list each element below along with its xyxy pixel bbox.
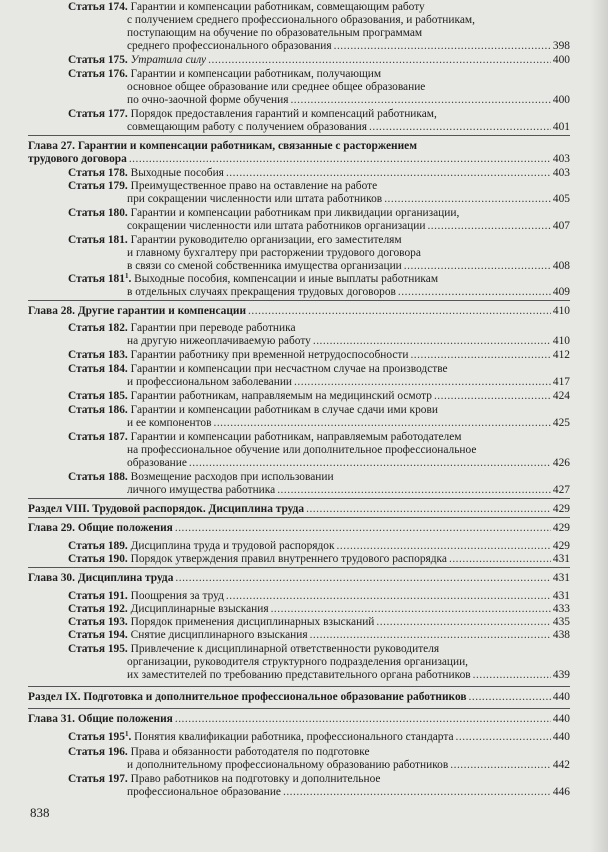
article-number: Статья 185. bbox=[68, 390, 128, 402]
section-divider bbox=[28, 135, 570, 136]
toc-entry-text bbox=[68, 616, 374, 629]
article-number: Статья $181^1$. bbox=[68, 272, 132, 285]
toc-page-ref: 407 bbox=[552, 220, 570, 232]
toc-page-ref: 405 bbox=[552, 193, 570, 205]
toc-entry-text bbox=[68, 746, 370, 758]
toc-entry-text bbox=[68, 363, 448, 375]
entry-title: основное общее образование или среднее общее образование bbox=[127, 81, 426, 93]
toc-continuation-line bbox=[127, 786, 570, 799]
article-number: Статья $195^1$. bbox=[68, 730, 132, 743]
toc-continuation-line bbox=[127, 759, 570, 772]
toc-page-ref: 442 bbox=[552, 759, 570, 771]
entry-title: Гарантии и компенсации работникам при ликвидации организации, bbox=[130, 207, 460, 219]
toc-article-line bbox=[68, 746, 370, 759]
heading-title: Глава 29. Общие положения bbox=[28, 522, 173, 534]
toc-article-line bbox=[68, 68, 381, 81]
toc-page-ref: 427 bbox=[552, 484, 570, 496]
toc-entry-text bbox=[28, 140, 417, 152]
toc-entry-text bbox=[68, 471, 334, 483]
toc-page-ref: 408 bbox=[552, 260, 570, 272]
dot-leader bbox=[313, 335, 551, 348]
toc-page-ref: 403 bbox=[552, 167, 570, 179]
toc-page-ref: 426 bbox=[552, 457, 570, 469]
toc-entry-text bbox=[68, 1, 425, 13]
toc-entry-text bbox=[28, 713, 173, 726]
entry-title: Дисциплинарные взыскания bbox=[130, 603, 269, 615]
toc-continuation-line bbox=[127, 220, 570, 233]
article-number: Статья 190. bbox=[68, 553, 128, 565]
toc-article-line bbox=[68, 553, 570, 566]
article-number: Статья 181. bbox=[68, 234, 128, 246]
toc-page-ref: 446 bbox=[552, 786, 570, 798]
toc-heading-line bbox=[28, 522, 570, 535]
toc-entry-text bbox=[28, 572, 173, 585]
dot-leader bbox=[334, 40, 551, 53]
entry-title: Привлечение к дисциплинарной ответственности руководителя bbox=[130, 643, 440, 655]
dot-leader bbox=[384, 193, 551, 206]
toc-page-ref: 440 bbox=[552, 731, 570, 743]
dot-leader bbox=[213, 417, 550, 430]
dot-leader bbox=[248, 305, 551, 318]
dot-leader bbox=[398, 286, 551, 299]
entry-title: Гарантии и компенсации при несчастном случае на производстве bbox=[130, 363, 448, 375]
entry-title: Снятие дисциплинарного взыскания bbox=[130, 629, 308, 641]
toc-page-ref: 431 bbox=[552, 590, 570, 602]
dot-leader bbox=[369, 121, 551, 134]
entry-title: и профессиональном заболевании bbox=[127, 376, 293, 388]
toc-entry-text bbox=[127, 193, 382, 206]
entry-title: Выходные пособия, компенсации и иные выплаты работникам bbox=[134, 273, 439, 285]
article-number: Статья 193. bbox=[68, 616, 128, 628]
entry-title: Гарантии и компенсации работникам, совмещающим работу bbox=[130, 1, 425, 13]
article-number: Статья 179. bbox=[68, 180, 128, 192]
toc-entry-text bbox=[68, 234, 402, 246]
toc-page-ref: 403 bbox=[552, 153, 570, 165]
entry-title: личного имущества работника bbox=[127, 484, 276, 496]
entry-title: и дополнительному профессиональному образованию работников bbox=[127, 759, 449, 771]
toc-page-ref: 400 bbox=[552, 54, 570, 66]
toc-continuation-line bbox=[127, 27, 422, 40]
dot-leader bbox=[337, 540, 551, 553]
toc-entry-text bbox=[28, 153, 127, 166]
heading-title: Раздел VIII. Трудовой распорядок. Дисциплина труда bbox=[28, 503, 305, 515]
toc-heading-line bbox=[28, 572, 570, 585]
article-number: Статья 192. bbox=[68, 603, 128, 615]
entry-title: на профессиональное обучение или дополнительное профессиональное bbox=[127, 444, 477, 456]
heading-title: Глава 28. Другие гарантии и компенсации bbox=[28, 305, 247, 317]
toc-heading-line bbox=[28, 713, 570, 726]
toc-page-ref: 401 bbox=[552, 121, 570, 133]
dot-leader bbox=[129, 153, 551, 166]
dot-leader bbox=[277, 484, 551, 497]
toc-entry-text bbox=[68, 731, 454, 744]
toc-entry-text bbox=[68, 629, 308, 642]
dot-leader bbox=[456, 731, 551, 744]
article-number: Статья 177. bbox=[68, 108, 128, 120]
toc-entry-text bbox=[127, 40, 332, 53]
toc-continuation-line bbox=[127, 656, 468, 669]
toc-article-line bbox=[68, 322, 296, 335]
entry-title: Порядок предоставления гарантий и компенсаций работникам, bbox=[130, 108, 437, 120]
entry-title: их заместителей по требованию представительного органа работников bbox=[127, 669, 471, 681]
entry-title: Поощрения за труд bbox=[130, 590, 224, 602]
toc-page-ref: 429 bbox=[552, 522, 570, 534]
toc-entry-text bbox=[68, 349, 408, 362]
toc-entry-text bbox=[127, 786, 281, 799]
section-divider bbox=[28, 708, 570, 709]
toc-page-ref: 429 bbox=[552, 503, 570, 515]
entry-title: Порядок применения дисциплинарных взысканий bbox=[130, 616, 375, 628]
toc-continuation-line bbox=[127, 669, 570, 682]
toc-entry-text bbox=[127, 220, 425, 233]
dot-leader bbox=[294, 376, 551, 389]
section-divider bbox=[28, 498, 570, 499]
toc-entry-text bbox=[127, 669, 471, 682]
article-number: Статья 195. bbox=[68, 643, 128, 655]
entry-title: среднего профессионального образования bbox=[127, 40, 332, 52]
toc-article-line bbox=[68, 108, 437, 121]
toc-article-line bbox=[68, 404, 438, 417]
toc-article-line bbox=[68, 234, 402, 247]
toc-entry-text bbox=[28, 305, 246, 318]
entry-title: на другую нижеоплачиваемую работу bbox=[127, 335, 311, 347]
toc-article-line bbox=[68, 273, 438, 286]
dot-leader bbox=[310, 629, 551, 642]
toc-page-ref: 425 bbox=[552, 417, 570, 429]
entry-title: образование bbox=[127, 457, 187, 469]
toc-entry-text bbox=[127, 121, 367, 134]
entry-title: с получением среднего профессионального образования, и работникам, bbox=[127, 14, 475, 26]
page-number: 838 bbox=[30, 805, 50, 820]
article-number-superscript: 1 bbox=[124, 730, 129, 738]
toc-entry-text bbox=[127, 376, 292, 389]
page-edge-shadow bbox=[590, 0, 608, 852]
toc-entry-text bbox=[127, 335, 311, 348]
entry-title: Гарантии и компенсации работникам, получающим bbox=[130, 68, 382, 80]
dot-leader bbox=[469, 691, 551, 704]
dot-leader bbox=[427, 220, 550, 233]
entry-title: Гарантии работнику при временной нетрудоспособности bbox=[130, 349, 409, 361]
dot-leader bbox=[226, 167, 551, 180]
entry-title: Гарантии руководителю организации, его заместителям bbox=[130, 234, 402, 246]
toc-page-ref: 433 bbox=[552, 603, 570, 615]
toc-continuation-line bbox=[127, 247, 421, 260]
toc-entry-text bbox=[68, 404, 438, 416]
dot-leader bbox=[404, 260, 551, 273]
toc-page-ref: 431 bbox=[552, 572, 570, 584]
toc-entry-text bbox=[28, 522, 173, 535]
article-number: Статья 189. bbox=[68, 540, 128, 552]
article-number: Статья 178. bbox=[68, 167, 128, 179]
dot-leader bbox=[175, 572, 551, 585]
entry-title: Выходные пособия bbox=[130, 167, 224, 179]
toc-entry-text bbox=[127, 444, 476, 456]
dot-leader bbox=[473, 669, 551, 682]
dot-leader bbox=[306, 503, 551, 516]
toc-page-ref: 424 bbox=[552, 390, 570, 402]
toc-page-ref: 439 bbox=[552, 669, 570, 681]
toc-continuation-line bbox=[127, 417, 570, 430]
toc-continuation-line bbox=[127, 94, 570, 107]
entry-title: Гарантии при переводе работника bbox=[130, 322, 296, 334]
toc-heading-line bbox=[28, 503, 570, 516]
toc-page-ref: 400 bbox=[552, 94, 570, 106]
toc-page-ref: 417 bbox=[552, 376, 570, 388]
entry-title: и ее компонентов bbox=[127, 417, 212, 429]
toc-page-ref: 429 bbox=[552, 540, 570, 552]
toc-entry-text bbox=[127, 27, 422, 39]
article-number: Статья 184. bbox=[68, 363, 128, 375]
toc-entry-text bbox=[68, 603, 269, 616]
article-number: Статья 175. bbox=[68, 54, 128, 66]
entry-title: Утратила силу bbox=[130, 54, 207, 66]
entry-title: Гарантии работникам, направляемым на медицинский осмотр bbox=[130, 390, 432, 402]
section-divider bbox=[28, 567, 570, 568]
article-number: Статья 188. bbox=[68, 471, 128, 483]
section-divider bbox=[28, 517, 570, 518]
toc-entry-text bbox=[68, 643, 439, 655]
heading-title: Глава 30. Дисциплина труда bbox=[28, 572, 174, 584]
dot-leader bbox=[450, 759, 551, 772]
entry-title: профессиональное образование bbox=[127, 786, 281, 798]
toc-continuation-line bbox=[127, 444, 476, 457]
toc-article-line bbox=[68, 431, 461, 444]
toc-entry-text bbox=[127, 759, 448, 772]
article-number: Статья 191. bbox=[68, 590, 128, 602]
entry-title: и главному бухгалтеру при расторжении трудового договора bbox=[127, 247, 421, 259]
entry-title: по очно-заочной форме обучения bbox=[127, 94, 289, 106]
toc-entry-text bbox=[68, 390, 432, 403]
toc-entry-text bbox=[127, 14, 475, 26]
section-divider bbox=[28, 686, 570, 687]
toc-article-line bbox=[68, 773, 380, 786]
entry-title: Гарантии и компенсации работникам в случае сдачи ими крови bbox=[130, 404, 438, 416]
toc-article-line bbox=[68, 390, 570, 403]
toc-article-line bbox=[68, 629, 570, 642]
heading-title: Глава 31. Общие положения bbox=[28, 713, 173, 725]
toc-article-line bbox=[68, 54, 570, 67]
toc-entry-text bbox=[127, 656, 468, 668]
toc-page-ref: 438 bbox=[552, 629, 570, 641]
entry-title: Порядок утверждения правил внутреннего трудового распорядка bbox=[130, 553, 447, 565]
toc-entry-text bbox=[127, 457, 187, 470]
toc-entry-text bbox=[68, 273, 438, 285]
toc-article-line bbox=[68, 180, 377, 193]
entry-title: совмещающим работу с получением образования bbox=[127, 121, 368, 133]
entry-title: Понятия квалификации работника, профессионального стандарта bbox=[134, 731, 454, 743]
dot-leader bbox=[226, 590, 551, 603]
toc-entry-text bbox=[127, 247, 421, 259]
toc-entry-text bbox=[127, 417, 211, 430]
entry-title: поступающим на обучение по образовательным программам bbox=[127, 27, 423, 39]
toc-continuation-line bbox=[127, 335, 570, 348]
entry-title: Возмещение расходов при использовании bbox=[130, 471, 334, 483]
toc-continuation-line bbox=[127, 193, 570, 206]
toc-article-line bbox=[68, 731, 570, 744]
toc-entry-text bbox=[68, 68, 381, 80]
toc-entry-text bbox=[127, 484, 275, 497]
dot-leader bbox=[271, 603, 551, 616]
toc-entry-text bbox=[28, 691, 467, 704]
toc-entry-text bbox=[127, 260, 402, 273]
toc-continuation-line bbox=[127, 484, 570, 497]
article-number: Статья 197. bbox=[68, 773, 128, 785]
dot-leader bbox=[434, 390, 551, 403]
toc-entry-text bbox=[127, 94, 288, 107]
article-number-superscript: 1 bbox=[124, 272, 129, 280]
toc-continuation-line bbox=[127, 14, 475, 27]
toc-entry-text bbox=[68, 180, 377, 192]
dot-leader bbox=[290, 94, 550, 107]
toc-page-ref: 410 bbox=[552, 335, 570, 347]
toc-heading-line bbox=[28, 305, 570, 318]
toc-entry-text bbox=[127, 286, 396, 299]
article-number: Статья 183. bbox=[68, 349, 128, 361]
toc-heading-line bbox=[28, 691, 570, 704]
article-number: Статья 182. bbox=[68, 322, 128, 334]
dot-leader bbox=[410, 349, 550, 362]
toc-page-ref: 431 bbox=[552, 553, 570, 565]
entry-title: при сокращении численности или штата работников bbox=[127, 193, 383, 205]
heading-title: Глава 27. Гарантии и компенсации работникам, связанные с расторжением bbox=[28, 140, 417, 152]
toc-continuation-line bbox=[127, 286, 570, 299]
toc-article-line bbox=[68, 363, 448, 376]
entry-title: Преимущественное право на оставление на работе bbox=[130, 180, 378, 192]
entry-title: в связи со сменой собственника имущества организации bbox=[127, 260, 402, 272]
article-number: Статья 180. bbox=[68, 207, 128, 219]
toc-page-ref: 440 bbox=[552, 713, 570, 725]
entry-title: Дисциплина труда и трудовой распорядок bbox=[130, 540, 335, 552]
toc-article-line bbox=[68, 207, 459, 220]
toc-entry-text bbox=[68, 540, 335, 553]
dot-leader bbox=[175, 522, 551, 535]
section-divider bbox=[28, 300, 570, 301]
toc-page-ref: 440 bbox=[552, 691, 570, 703]
toc-continuation-line bbox=[127, 40, 570, 53]
toc-article-line bbox=[68, 167, 570, 180]
toc-article-line bbox=[68, 643, 439, 656]
heading-title: трудового договора bbox=[28, 153, 127, 165]
toc-article-line bbox=[68, 1, 425, 14]
toc-entry-text bbox=[28, 503, 304, 516]
dot-leader bbox=[449, 553, 551, 566]
entry-title: Право работников на подготовку и дополнительное bbox=[130, 773, 381, 785]
article-number: Статья 196. bbox=[68, 746, 128, 758]
toc-page-ref: 410 bbox=[552, 305, 570, 317]
dot-leader bbox=[175, 713, 551, 726]
entry-title: Гарантии и компенсации работникам, направляемым работодателем bbox=[130, 431, 462, 443]
toc-page-ref: 398 bbox=[552, 40, 570, 52]
toc-entry-text bbox=[68, 322, 296, 334]
article-number: Статья 186. bbox=[68, 404, 128, 416]
toc-article-line bbox=[68, 540, 570, 553]
toc-entry-text bbox=[68, 431, 461, 443]
article-number: Статья 187. bbox=[68, 431, 128, 443]
toc-entry-text bbox=[68, 590, 224, 603]
toc-continuation-line bbox=[127, 457, 570, 470]
toc-continuation-line bbox=[127, 376, 570, 389]
article-number: Статья 176. bbox=[68, 68, 128, 80]
toc-article-line bbox=[68, 349, 570, 362]
toc-article-line bbox=[68, 471, 334, 484]
heading-title: Раздел IX. Подготовка и дополнительное профессиональное образование работников bbox=[28, 691, 467, 703]
entry-title: организации, руководителя структурного подразделения организации, bbox=[127, 656, 469, 668]
toc-article-line bbox=[68, 616, 570, 629]
toc-heading-line bbox=[28, 140, 417, 153]
article-number: Статья 174. bbox=[68, 1, 128, 13]
entry-title: Права и обязанности работодателя по подготовке bbox=[130, 746, 370, 758]
dot-leader bbox=[283, 786, 551, 799]
toc-entry-text bbox=[68, 54, 206, 67]
dot-leader bbox=[376, 616, 551, 629]
toc-page-ref: 412 bbox=[552, 349, 570, 361]
toc-entry-text bbox=[68, 108, 437, 120]
toc-entry-text bbox=[68, 553, 447, 566]
toc-article-line bbox=[68, 603, 570, 616]
toc-entry-text bbox=[127, 81, 425, 93]
dot-leader bbox=[189, 457, 551, 470]
entry-title: в отдельных случаях прекращения трудовых договоров bbox=[127, 286, 396, 298]
toc-page-ref: 409 bbox=[552, 286, 570, 298]
toc-continuation-line bbox=[127, 121, 570, 134]
toc-heading-line bbox=[28, 153, 570, 166]
toc-entry-text bbox=[68, 207, 459, 219]
toc-continuation-line bbox=[127, 81, 425, 94]
dot-leader bbox=[208, 54, 551, 67]
toc-article-line bbox=[68, 590, 570, 603]
toc-entry-text bbox=[68, 167, 224, 180]
toc-entry-text bbox=[68, 773, 380, 785]
toc-continuation-line bbox=[127, 260, 570, 273]
article-number: Статья 194. bbox=[68, 629, 128, 641]
entry-title: сокращении численности или штата работников организации bbox=[127, 220, 426, 232]
toc-page-ref: 435 bbox=[552, 616, 570, 628]
